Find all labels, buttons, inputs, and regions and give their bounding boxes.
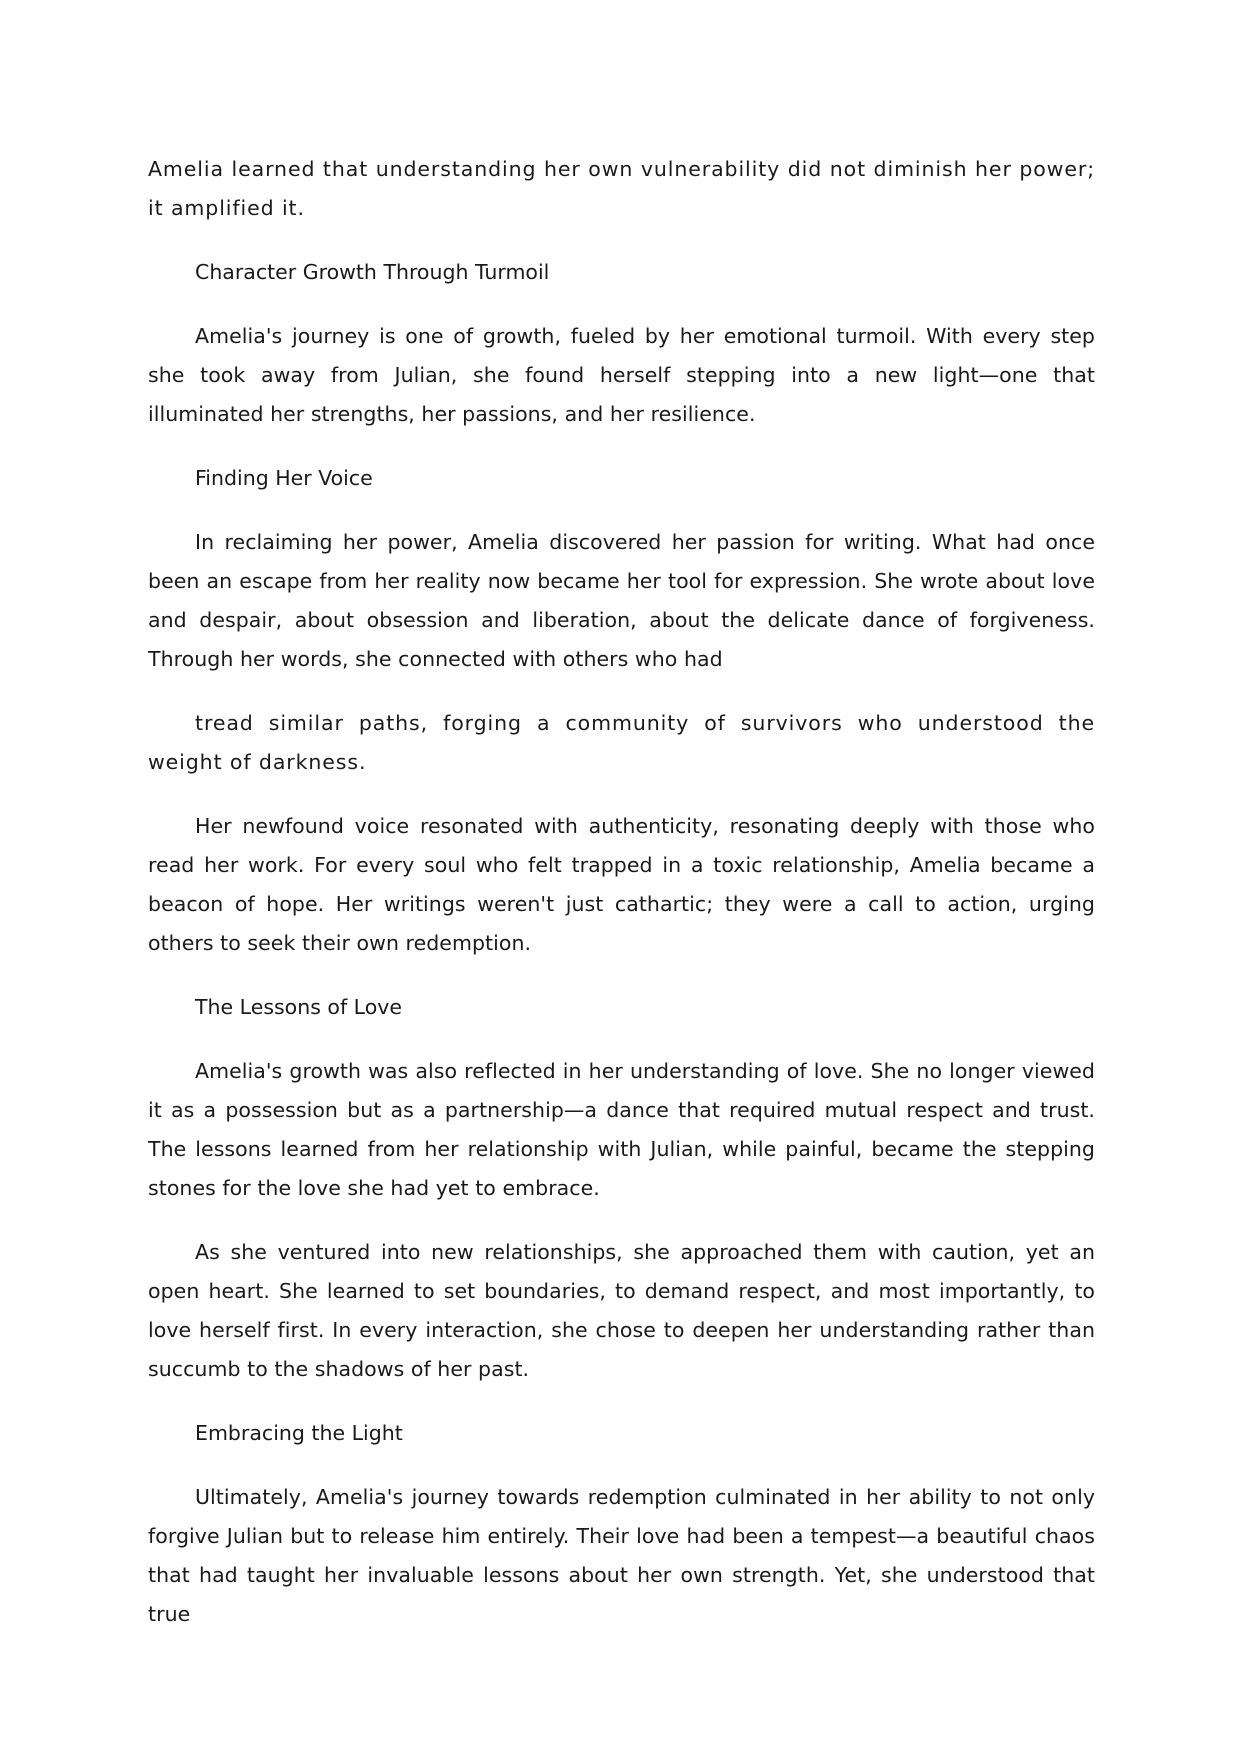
paragraph-reclaiming-power: In reclaiming her power, Amelia discovered her passion for writing. What had once been an escape from her reality now became her tool for expression. She wrote about love and despair, about obsession and liberation, about the delicate dance of forgiveness. Through her words, she connected with others who had xyxy=(148,530,1095,671)
paragraph-newfound-voice: Her newfound voice resonated with authenticity, resonating deeply with those who read her work. For every soul who felt trapped in a toxic relationship, Amelia became a beacon of hope. Her writings weren't just cathartic; they were a call to action, urging others to seek their own redemption. xyxy=(148,814,1095,955)
heading-character-growth: Character Growth Through Turmoil xyxy=(195,260,550,284)
paragraph-vulnerability: Amelia learned that understanding her own vulnerability did not diminish her power; it amplified it. xyxy=(148,157,1095,220)
heading-embracing-light: Embracing the Light xyxy=(195,1421,403,1445)
heading-lessons-of-love: The Lessons of Love xyxy=(195,995,403,1019)
paragraph-growth-love: Amelia's growth was also reflected in her understanding of love. She no longer viewed it as a possession but as a partnership—a dance that required mutual respect and trust. The lessons learned from her relationship with Julian, while painful, became the stepping stones for the love she had yet to embrace. xyxy=(148,1059,1095,1200)
paragraph-new-relationships: As she ventured into new relationships, she approached them with caution, yet an open heart. She learned to set boundaries, to demand respect, and most importantly, to love herself first. In every interaction, she chose to deepen her understanding rather than succumb to the shadows of her past. xyxy=(148,1240,1095,1381)
paragraph-journey: Amelia's journey is one of growth, fueled by her emotional turmoil. With every step she took away from Julian, she found herself stepping into a new light—one that illuminated her strengths, her passions, and her resilience. xyxy=(148,324,1095,426)
heading-finding-voice: Finding Her Voice xyxy=(195,466,373,490)
paragraph-redemption: Ultimately, Amelia's journey towards redemption culminated in her ability to not only forgive Julian but to release him entirely. Their love had been a tempest—a beautiful chaos that had taught her invaluable lessons about her own strength. Yet, she understood that true xyxy=(148,1485,1095,1626)
paragraph-similar-paths: tread similar paths, forging a community of survivors who understood the weight of darkness. xyxy=(148,711,1095,774)
